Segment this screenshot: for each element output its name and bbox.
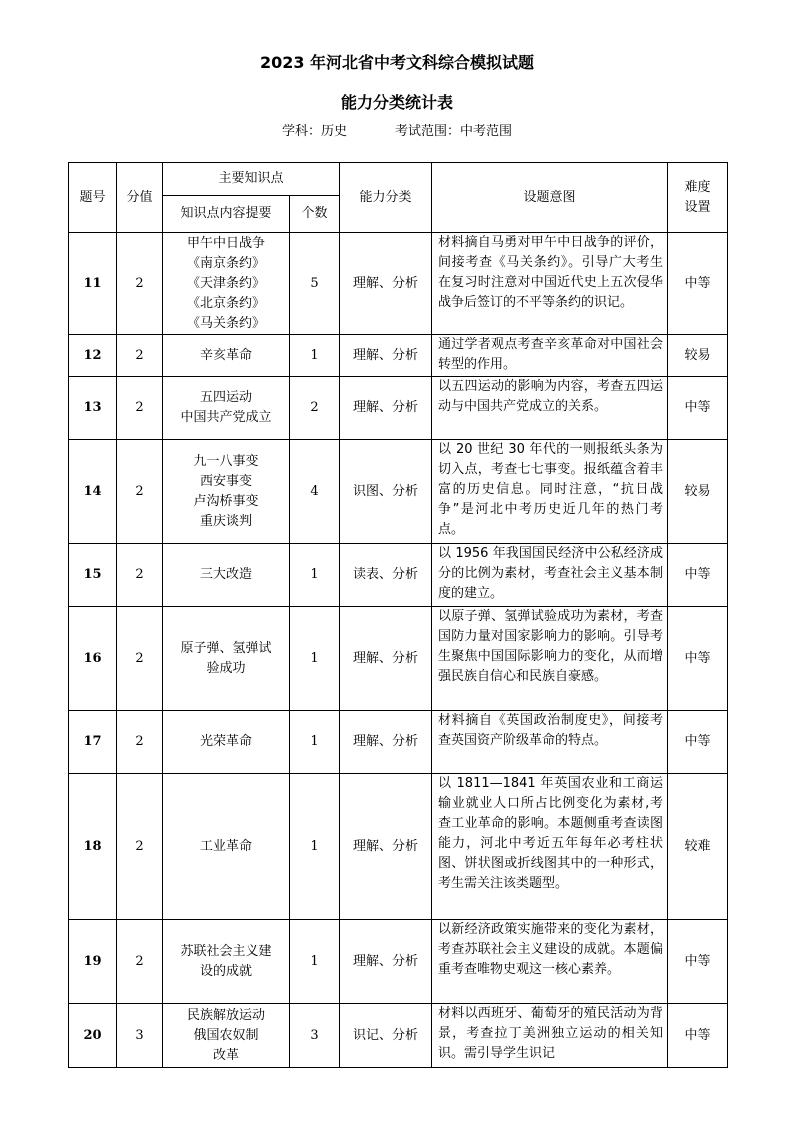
difficulty-cell: 较难 <box>668 774 728 920</box>
intent-cell: 材料摘自《英国政治制度史》，间接考查英国资产阶级革命的特点。 <box>432 711 668 774</box>
knowledge-point-line: 辛亥革命 <box>199 347 252 363</box>
ability-cell: 理解、分析 <box>340 377 432 440</box>
subject-label: 学科：历史 <box>281 124 347 139</box>
table-row <box>69 544 728 607</box>
knowledge-point-line: 甲午中日战争 <box>186 235 265 251</box>
question-no-cell: 14 <box>69 440 117 544</box>
question-no-cell: 13 <box>69 377 117 440</box>
question-no-cell: 20 <box>69 1004 117 1068</box>
header-ability: 能力分类 <box>340 163 432 233</box>
table-title: 能力分类统计表 <box>340 93 453 112</box>
intent-cell: 材料摘自马勇对甲午中日战争的评价，间接考查《马关条约》。引导广大考生在复习时注意对中国近代史上五次侵华战争后签订的不平等条约的识记。 <box>432 233 668 335</box>
difficulty-cell: 较易 <box>668 335 728 377</box>
count-cell: 1 <box>290 607 340 711</box>
difficulty-cell: 较易 <box>668 440 728 544</box>
question-no-cell: 12 <box>69 335 117 377</box>
question-no-cell: 18 <box>69 774 117 920</box>
knowledge-point-line: 《天津条约》 <box>186 275 265 291</box>
difficulty-cell: 中等 <box>668 607 728 711</box>
knowledge-point-line: 《北京条约》 <box>186 295 265 311</box>
question-no-cell: 11 <box>69 233 117 335</box>
difficulty-cell: 中等 <box>668 711 728 774</box>
intent-cell: 通过学者观点考查辛亥革命对中国社会转型的作用。 <box>432 335 668 377</box>
score-cell: 2 <box>117 607 163 711</box>
score-cell: 2 <box>117 377 163 440</box>
knowledge-point-line: 《南京条约》 <box>186 255 265 271</box>
knowledge-point-line: 卢沟桥事变 <box>193 493 259 509</box>
knowledge-point-cell <box>163 711 290 774</box>
subject-scope-line <box>0 120 794 139</box>
count-cell: 5 <box>290 233 340 335</box>
difficulty-cell: 中等 <box>668 233 728 335</box>
header-difficulty <box>668 163 728 233</box>
table-row <box>69 607 728 711</box>
knowledge-point-line: 俄国农奴制 <box>193 1027 259 1043</box>
ability-cell: 识图、分析 <box>340 440 432 544</box>
table-row <box>69 440 728 544</box>
header-kp-content: 知识点内容提要 <box>163 196 290 233</box>
knowledge-point-cell <box>163 377 290 440</box>
ability-cell: 理解、分析 <box>340 711 432 774</box>
header-intent: 设题意图 <box>432 163 668 233</box>
score-cell: 2 <box>117 335 163 377</box>
count-cell: 4 <box>290 440 340 544</box>
intent-cell: 以 1811—1841 年英国农业和工商运输业就业人口所占比例变化为素材,考查工业革命的影响。本题侧重考查读图能力，河北中考近五年每年必考柱状图、饼状图或折线图其中的一种形式，考生需关注该类题型。 <box>432 774 668 920</box>
count-cell: 1 <box>290 335 340 377</box>
table-row <box>69 1004 728 1068</box>
knowledge-point-cell <box>163 607 290 711</box>
knowledge-point-cell <box>163 774 290 920</box>
knowledge-point-line: 西安事变 <box>199 473 252 489</box>
difficulty-cell: 中等 <box>668 1004 728 1068</box>
ability-cell: 读表、分析 <box>340 544 432 607</box>
header-knowledge: 主要知识点 <box>163 163 340 196</box>
intent-cell: 以 20 世纪 30 年代的一则报纸头条为切入点，考查七七事变。报纸蕴含着丰富的历史信息。同时注意，“抗日战争”是河北中考历史近几年的热门考点。 <box>432 440 668 544</box>
intent-cell: 材料以西班牙、葡萄牙的殖民活动为背景，考查拉丁美洲独立运动的相关知识。需引导学生识记 <box>432 1004 668 1068</box>
knowledge-point-cell <box>163 440 290 544</box>
score-cell: 2 <box>117 440 163 544</box>
count-cell: 1 <box>290 774 340 920</box>
difficulty-cell: 中等 <box>668 920 728 1004</box>
knowledge-point-line: 民族解放运动 <box>186 1007 265 1023</box>
score-cell: 3 <box>117 1004 163 1068</box>
count-cell: 1 <box>290 920 340 1004</box>
header-score: 分值 <box>117 163 163 233</box>
difficulty-cell: 中等 <box>668 544 728 607</box>
table-row <box>69 377 728 440</box>
knowledge-point-line: 苏联社会主义建 <box>180 943 272 959</box>
scope-label: 考试范围：中考范围 <box>395 124 513 139</box>
knowledge-point-cell <box>163 233 290 335</box>
intent-cell: 以五四运动的影响为内容，考查五四运动与中国共产党成立的关系。 <box>432 377 668 440</box>
count-cell: 1 <box>290 711 340 774</box>
knowledge-point-line: 中国共产党成立 <box>180 410 272 425</box>
ability-statistics-table <box>68 162 728 1068</box>
knowledge-point-line: 设的成就 <box>199 963 252 979</box>
ability-cell: 理解、分析 <box>340 774 432 920</box>
header-count: 个数 <box>290 196 340 233</box>
header-difficulty-label: 难度设置 <box>684 179 711 215</box>
knowledge-point-cell <box>163 335 290 377</box>
knowledge-point-line: 五四运动 <box>199 390 252 405</box>
ability-cell: 理解、分析 <box>340 335 432 377</box>
ability-cell: 理解、分析 <box>340 920 432 1004</box>
knowledge-point-line: 光荣革命 <box>199 734 252 749</box>
table-row <box>69 335 728 377</box>
knowledge-point-line: 原子弹、氢弹试 <box>180 640 272 656</box>
document-title: 2023 年河北省中考文科综合模拟试题 <box>259 53 535 72</box>
count-cell: 3 <box>290 1004 340 1068</box>
knowledge-point-line: 三大改造 <box>199 567 252 582</box>
score-cell: 2 <box>117 233 163 335</box>
score-cell: 2 <box>117 544 163 607</box>
knowledge-point-cell <box>163 1004 290 1068</box>
question-no-cell: 16 <box>69 607 117 711</box>
knowledge-point-line: 改革 <box>212 1047 239 1063</box>
knowledge-point-line: 九一八事变 <box>193 453 259 469</box>
knowledge-point-cell <box>163 544 290 607</box>
question-no-cell: 17 <box>69 711 117 774</box>
ability-cell: 理解、分析 <box>340 233 432 335</box>
knowledge-point-line: 工业革命 <box>199 838 252 854</box>
table-row <box>69 711 728 774</box>
ability-cell: 理解、分析 <box>340 607 432 711</box>
score-cell: 2 <box>117 920 163 1004</box>
table-row <box>69 920 728 1004</box>
question-no-cell: 19 <box>69 920 117 1004</box>
table-row <box>69 233 728 335</box>
count-cell: 2 <box>290 377 340 440</box>
knowledge-point-line: 验成功 <box>206 660 246 676</box>
table-row <box>69 774 728 920</box>
knowledge-point-cell <box>163 920 290 1004</box>
score-cell: 2 <box>117 711 163 774</box>
difficulty-cell: 中等 <box>668 377 728 440</box>
ability-cell: 识记、分析 <box>340 1004 432 1068</box>
intent-cell: 以新经济政策实施带来的变化为素材，考查苏联社会主义建设的成就。本题偏重考查唯物史观这一核心素养。 <box>432 920 668 1004</box>
knowledge-point-line: 重庆谈判 <box>199 513 252 529</box>
count-cell: 1 <box>290 544 340 607</box>
score-cell: 2 <box>117 774 163 920</box>
intent-cell: 以原子弹、氢弹试验成功为素材，考查国防力量对国家影响力的影响。引导考生聚焦中国国际影响力的变化，从而增强民族自信心和民族自豪感。 <box>432 607 668 711</box>
question-no-cell: 15 <box>69 544 117 607</box>
header-question-no: 题号 <box>69 163 117 233</box>
intent-cell: 以 1956 年我国国民经济中公私经济成分的比例为素材，考查社会主义基本制度的建立。 <box>432 544 668 607</box>
knowledge-point-line: 《马关条约》 <box>186 315 265 331</box>
